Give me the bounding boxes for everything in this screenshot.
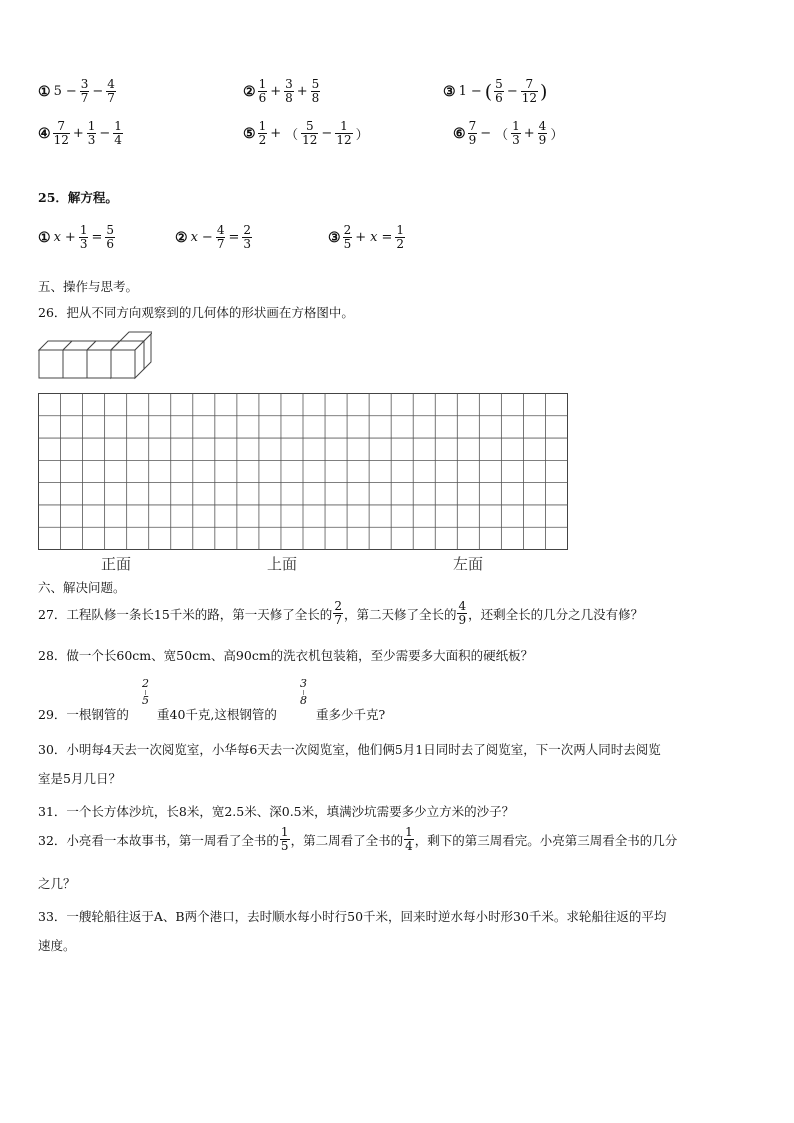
- fraction: $\frac{1}{3}$: [79, 223, 88, 251]
- q24-item-6: [453, 120, 565, 147]
- fraction: $\frac{4}{7}$: [107, 77, 115, 105]
- math-symbol: −: [201, 230, 213, 245]
- fraction: $\frac{1}{12}$: [336, 119, 352, 147]
- math-symbol: ): [540, 80, 548, 103]
- fraction: $\frac{5}{6}$: [495, 77, 503, 105]
- q32-text-c: ，剩下的第三周看完。小亮第三周看全书的几分: [414, 832, 678, 848]
- label-left-view: 左面: [453, 555, 484, 573]
- q32-fraction-2: $\frac{1}{4}$: [405, 825, 413, 853]
- fraction: $\frac{7}{12}$: [53, 119, 69, 147]
- fraction: $\frac{3}{8}$: [285, 77, 293, 105]
- q24-item-1: [38, 78, 117, 105]
- q33-line-2: 速度。: [38, 938, 76, 953]
- math-symbol: −: [99, 126, 111, 141]
- q27-fraction-1: $\frac{2}{7}$: [334, 599, 342, 627]
- fraction: $\frac{5}{12}$: [302, 119, 318, 147]
- math-symbol: +: [355, 230, 367, 245]
- fraction: $\frac{4}{9}$: [538, 119, 547, 147]
- q27-text-c: ，还剩全长的几分之几没有修？: [468, 606, 644, 622]
- q24-item-4: [38, 120, 124, 147]
- math-symbol: +: [270, 84, 282, 99]
- item-number: ②: [243, 83, 256, 100]
- math-symbol: 1: [458, 84, 467, 99]
- math-symbol: −: [92, 84, 104, 99]
- q28: 28．做一个长60cm、宽50cm、高90cm的洗衣机包装箱，至少需要多大面积的硬纸板？: [38, 648, 534, 663]
- q27: [38, 600, 643, 627]
- fraction: $\frac{1}{2}$: [396, 223, 404, 251]
- item-number: ②: [175, 229, 188, 246]
- fraction: $\frac{1}{2}$: [258, 119, 267, 147]
- q25-item-3: [328, 224, 406, 251]
- q25-item-1: [38, 224, 116, 251]
- item-number: ③: [443, 83, 456, 100]
- q30-line-2: 室是5月几日？: [38, 771, 121, 786]
- q29-text-a: 29．一根钢管的: [38, 707, 129, 722]
- q27-text-a: 27．工程队修一条长15千米的路，第一天修了全长的: [38, 606, 333, 622]
- math-symbol: ）: [550, 128, 564, 143]
- section-5-heading: 五、操作与思考。: [38, 279, 139, 294]
- q30-line-1: 30．小明每4天去一次阅览室，小华每6天去一次阅览室，他们俩5月1日同时去了阅览室，下一次两人同时去阅览: [38, 742, 661, 757]
- fraction: $\frac{4}{7}$: [216, 223, 225, 251]
- label-top-view: 上面: [267, 555, 298, 573]
- math-symbol: −: [321, 126, 333, 141]
- q32-line-2: 之几？: [38, 876, 76, 891]
- math-symbol: 5: [53, 84, 62, 99]
- fraction: $\frac{7}{9}$: [468, 119, 477, 147]
- math-symbol: +: [72, 126, 84, 141]
- q32-fraction-1: $\frac{1}{5}$: [280, 825, 289, 853]
- q29-fraction-2: 3 8: [300, 677, 307, 707]
- q32-text-a: 32．小亮看一本故事书，第一周看了全书的: [38, 832, 279, 848]
- q29-text-b: 重40千克,这根钢管的: [157, 707, 277, 722]
- math-symbol: =: [91, 230, 103, 245]
- math-symbol: =: [228, 230, 240, 245]
- q32-text-b: ，第二周看了全书的: [290, 832, 404, 848]
- q24-item-2: [243, 78, 321, 105]
- item-number: ③: [328, 229, 341, 246]
- math-symbol: ）: [355, 128, 369, 143]
- cube-solid-figure: [36, 328, 152, 382]
- fraction: $\frac{1}{4}$: [114, 119, 122, 147]
- q25-item-2: [175, 224, 253, 251]
- fraction: $\frac{2}{5}$: [343, 223, 352, 251]
- q33-line-1: 33．一艘轮船往返于A、B两个港口，去时顺水每小时行50千米，回来时逆水每小时形30千米。求轮船往返的平均: [38, 909, 667, 924]
- math-symbol: −: [65, 84, 77, 99]
- math-symbol: −: [470, 84, 482, 99]
- q26-title: 26．把从不同方向观察到的几何体的形状画在方格图中。: [38, 305, 354, 320]
- fraction: $\frac{1}{3}$: [512, 119, 520, 147]
- item-number: ⑤: [243, 125, 256, 142]
- math-symbol: x: [190, 230, 198, 245]
- math-symbol: (: [484, 80, 493, 103]
- math-symbol: +: [270, 126, 282, 141]
- math-symbol: （: [285, 128, 299, 143]
- fraction: $\frac{2}{3}$: [243, 223, 251, 251]
- math-symbol: =: [381, 230, 393, 245]
- section-6-heading: 六、解决问题。: [38, 580, 126, 595]
- math-symbol: +: [64, 230, 76, 245]
- math-symbol: +: [296, 84, 308, 99]
- fraction: $\frac{5}{6}$: [106, 223, 114, 251]
- item-number: ⑥: [453, 125, 466, 142]
- math-symbol: −: [506, 84, 518, 99]
- drawing-grid[interactable]: [38, 393, 568, 550]
- q24-item-5: [243, 120, 371, 147]
- math-symbol: +: [523, 126, 535, 141]
- q27-text-b: ，第二天修了全长的: [343, 606, 457, 622]
- q24-item-3: [443, 78, 548, 105]
- q27-fraction-2: $\frac{4}{9}$: [458, 599, 467, 627]
- math-symbol: x: [53, 230, 61, 245]
- label-front-view: 正面: [101, 555, 132, 573]
- q29-text-c: 重多少千克?: [316, 707, 386, 722]
- q32: [38, 826, 677, 853]
- item-number: ①: [38, 229, 51, 246]
- fraction: $\frac{7}{12}$: [521, 77, 537, 105]
- fraction: $\frac{5}{8}$: [311, 77, 320, 105]
- q25-title: 25．解方程。: [38, 190, 118, 205]
- math-symbol: （: [495, 128, 509, 143]
- q29-fraction-1: 2 5: [142, 677, 149, 707]
- q31: 31．一个长方体沙坑，长8米，宽2.5米、深0.5米，填满沙坑需要多少立方米的沙子？: [38, 804, 515, 819]
- item-number: ①: [38, 83, 51, 100]
- fraction: $\frac{1}{3}$: [87, 119, 96, 147]
- math-symbol: −: [480, 126, 492, 141]
- fraction: $\frac{3}{7}$: [80, 77, 89, 105]
- item-number: ④: [38, 125, 51, 142]
- fraction: $\frac{1}{6}$: [258, 77, 267, 105]
- math-symbol: x: [370, 230, 378, 245]
